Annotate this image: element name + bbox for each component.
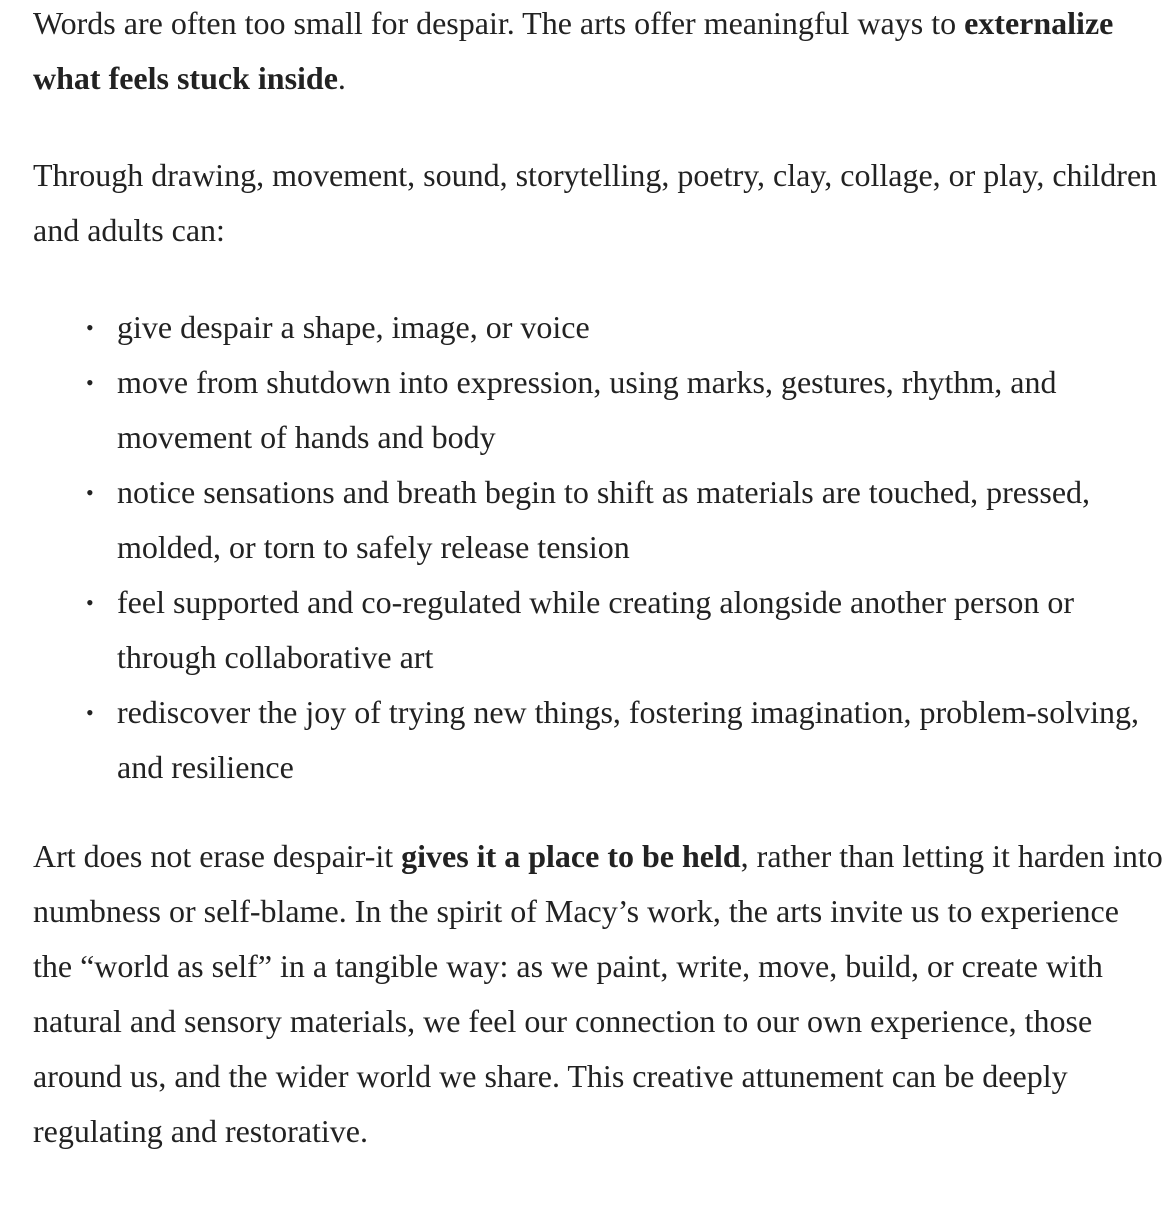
benefits-list bbox=[33, 300, 1166, 795]
list-item bbox=[86, 300, 1166, 355]
closing-end: , rather than letting it harden into numbness or self-blame. In the spirit of Macy’s work, the arts invite us to experience the “world as self” in a tangible way: as we paint, write, move, build, or create with natural and sensory materials, we feel our connection to our own experience, those around us, and the wider world we share. This creative attunement can be deeply regulating and restorative. bbox=[33, 838, 1163, 1149]
list-item-text: rediscover the joy of trying new things, fostering imagination, problem-solving, and resilience bbox=[117, 694, 1140, 785]
intro-emphasis: externalize what feels stuck inside bbox=[33, 5, 1114, 96]
bullet-icon: • bbox=[86, 590, 94, 615]
list-item-text: give despair a shape, image, or voice bbox=[117, 309, 590, 345]
bullet-icon: • bbox=[86, 370, 94, 395]
closing-paragraph bbox=[33, 829, 1166, 1159]
list-item bbox=[86, 685, 1166, 795]
intro-text: Words are often too small for despair. The arts offer meaningful ways to bbox=[33, 5, 965, 41]
list-item-text: move from shutdown into expression, using marks, gestures, rhythm, and movement of hands and body bbox=[117, 364, 1057, 455]
bullet-icon: • bbox=[86, 700, 94, 725]
list-item bbox=[86, 465, 1166, 575]
list-item-text: notice sensations and breath begin to shift as materials are touched, pressed, molded, or torn to safely release tension bbox=[117, 474, 1091, 565]
bullet-icon: • bbox=[86, 480, 94, 505]
closing-emphasis: gives it a place to be held bbox=[401, 838, 741, 874]
intro-end: . bbox=[337, 60, 346, 96]
list-item-text: feel supported and co-regulated while creating alongside another person or through collaborative art bbox=[117, 584, 1074, 675]
lead-paragraph: Through drawing, movement, sound, storytelling, poetry, clay, collage, or play, children and adults can: bbox=[33, 157, 1158, 248]
list-item bbox=[86, 575, 1166, 685]
bullet-icon: • bbox=[86, 315, 94, 340]
intro-paragraph bbox=[33, 0, 1166, 106]
list-item bbox=[86, 355, 1166, 465]
closing-text: Art does not erase despair-it bbox=[33, 838, 402, 874]
